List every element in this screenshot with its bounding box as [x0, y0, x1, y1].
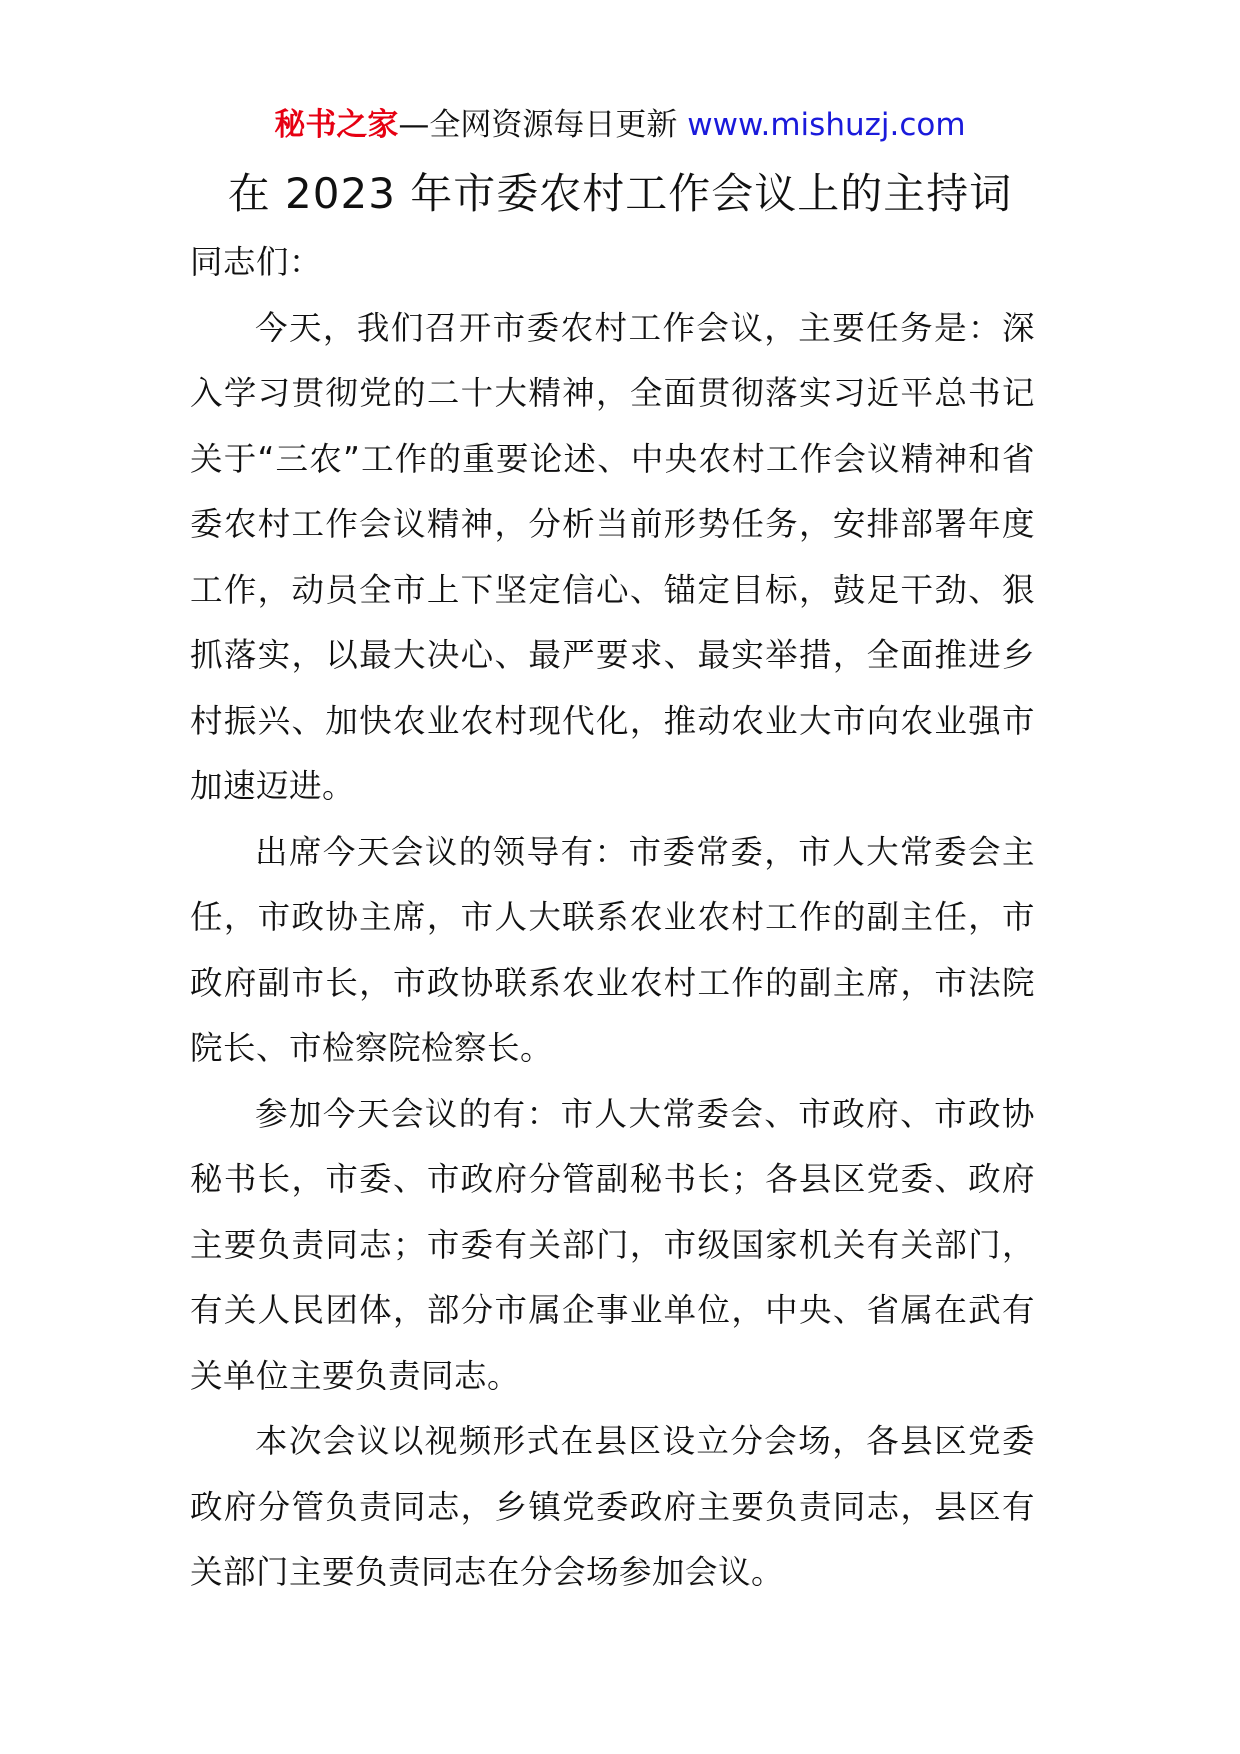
salutation: 同志们： — [190, 243, 323, 281]
paragraph-attending-leaders: 出席今天会议的领导有：市委常委，市人大常委会主任，市政协主席，市人大联系农业农村工作的副主任，市政府副市长，市政协联系农业农村工作的副主席，市法院院长、市检察院检察长。 — [190, 832, 1035, 1067]
paragraph-opening: 今天，我们召开市委农村工作会议，主要任务是：深入学习贯彻党的二十大精神，全面贯彻落实习近平总书记关于“三农”工作的重要论述、中央农村工作会议精神和省委农村工作会议精神，分析当前形势任务，安排部署年度工作，动员全市上下坚定信心、锚定目标，鼓足干劲、狠抓落实，以最大决心、最严要求、最实举措，全面推进乡村振兴、加快农业农村现代化，推动农业大市向农业强市加速迈进。 — [190, 308, 1035, 805]
paragraph-branch-venues: 本次会议以视频形式在县区设立分会场，各县区党委政府分管负责同志，乡镇党委政府主要负责同志，县区有关部门主要负责同志在分会场参加会议。 — [190, 1422, 1035, 1591]
paragraph-participants: 参加今天会议的有：市人大常委会、市政府、市政协秘书长，市委、市政府分管副秘书长；各县区党委、政府主要负责同志；市委有关部门，市级国家机关有关部门，有关人民团体，部分市属企事业单位，中央、省属在武有关单位主要负责同志。 — [190, 1094, 1035, 1395]
site-header — [0, 100, 1240, 150]
site-url-link[interactable]: www.mishuzj.com — [687, 107, 966, 143]
site-brand: 秘书之家 — [274, 107, 399, 143]
document-body — [190, 230, 1035, 1606]
document-title: 在 2023 年市委农村工作会议上的主持词 — [227, 169, 1013, 218]
site-tagline: —全网资源每日更新 — [398, 107, 688, 143]
